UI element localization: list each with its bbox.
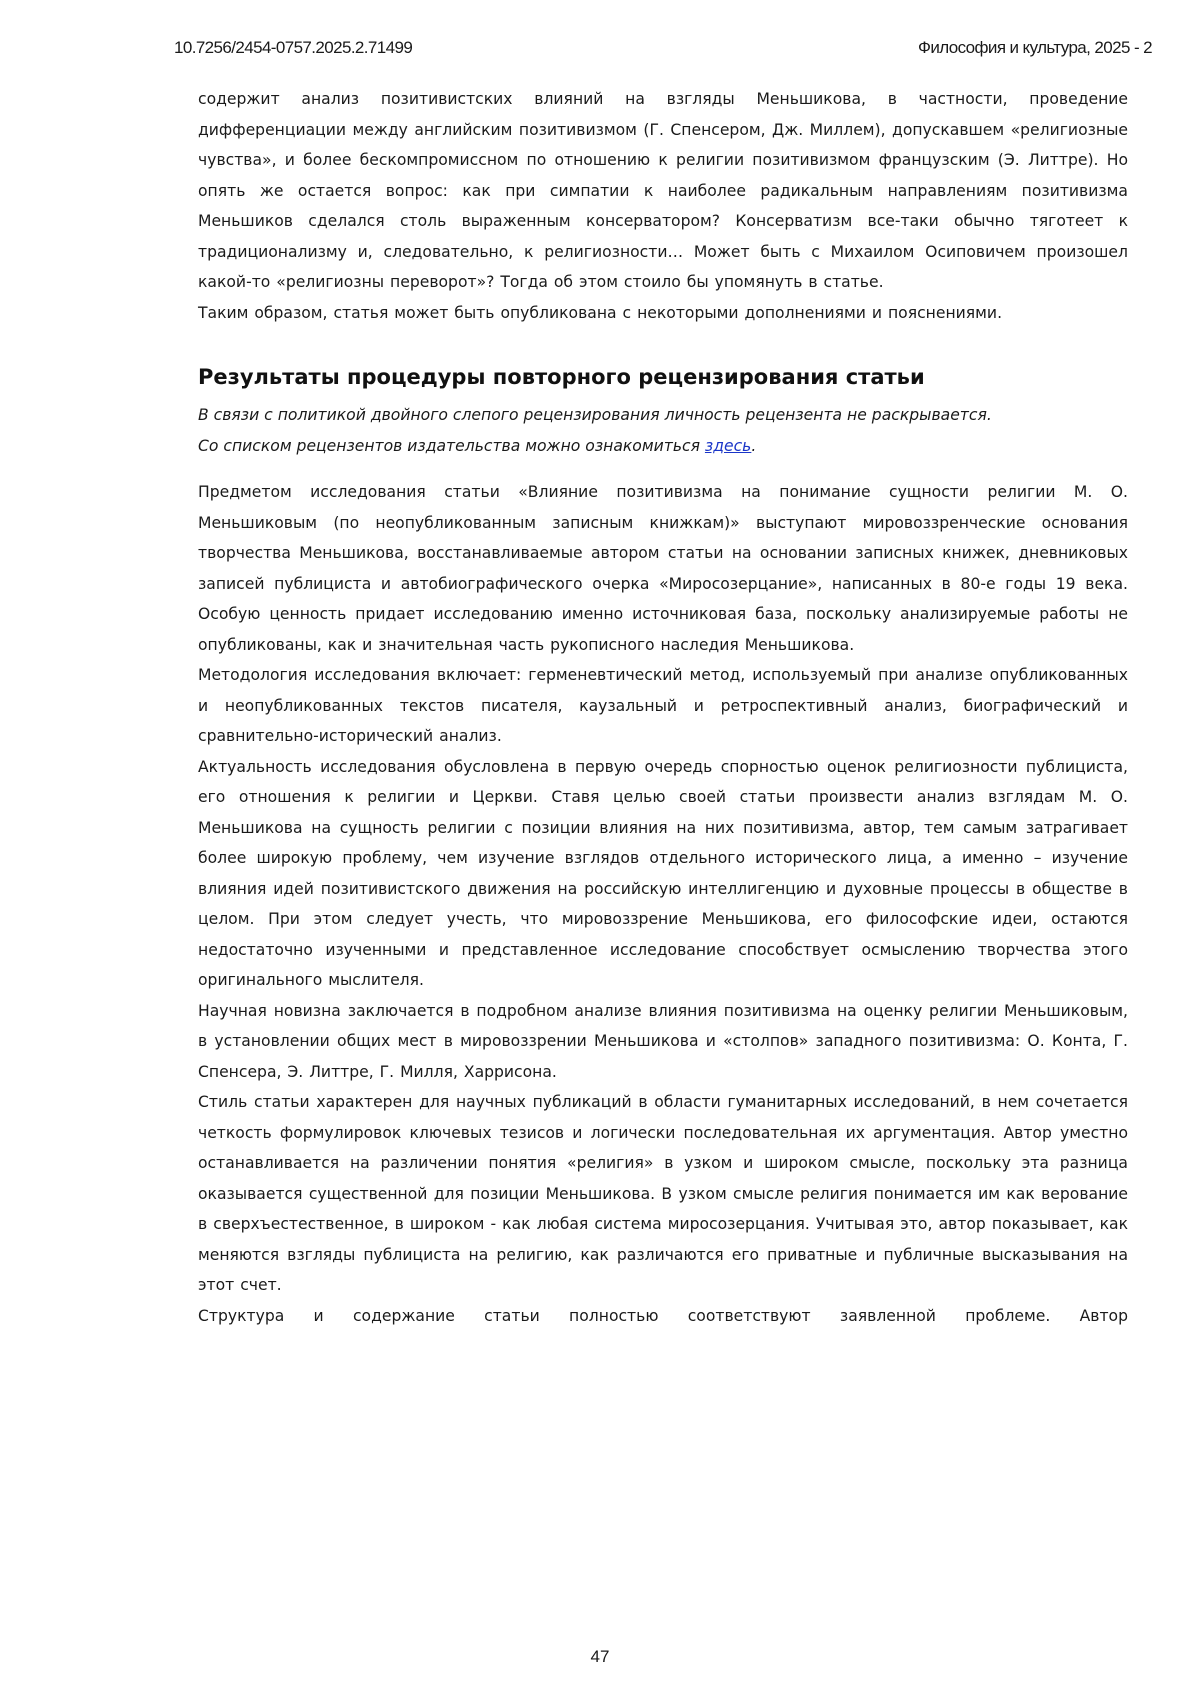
review-paragraph: Методология исследования включает: герменевтический метод, используемый при анализе опубликованных и неопубликованных текстов писателя, каузальный и ретроспективный анализ, биографический и сравнительно-исторический анализ.	[198, 660, 1128, 752]
intro-paragraph: содержит анализ позитивистских влияний на взгляды Меньшикова, в частности, проведение дифференциации между английским позитивизмом (Г. Спенсером, Дж. Миллем), допускавшем «религиозные чувства», и более бескомпромиссном по отношению к религии позитивизмом французским (Э. Литтре). Но опять же остается вопрос: как при симпатии к наиболее радикальным направлениям позитивизма Меньшиков сделался столь выраженным консерватором? Консерватизм все-таки обычно тяготеет к традиционализму и, следовательно, к религиозности… Может быть с Михаилом Осиповичем произошел какой-то «религиозны переворот»? Тогда об этом стоило бы упомянуть в статье.	[198, 84, 1128, 298]
review-paragraph: Стиль статьи характерен для научных публикаций в области гуманитарных исследований, в нем сочетается четкость формулировок ключевых тезисов и логически последовательная их аргументация. Автор уместно останавливается на различении понятия «религия» в узком и широком смысле, поскольку эта разница оказывается существенной для позиции Меньшикова. В узком смысле религия понимается им как верование в сверхъестественное, в широком - как любая система миросозерцания. Учитывая это, автор показывает, как меняются взгляды публициста на религию, как различаются его приватные и публичные высказывания на этот счет.	[198, 1087, 1128, 1301]
review-note-anonymity: В связи с политикой двойного слепого рецензирования личность рецензента не раскрывается.	[198, 400, 1128, 431]
review-paragraph: Научная новизна заключается в подробном анализе влияния позитивизма на оценку религии Меньшиковым, в установлении общих мест в мировоззрении Меньшикова и «столпов» западного позитивизма: О. Конта, Г. Спенсера, Э. Литтре, Г. Милля, Харрисона.	[198, 996, 1128, 1088]
review-paragraph: Предметом исследования статьи «Влияние позитивизма на понимание сущности религии М. О. Меньшиковым (по неопубликованным записным книжкам)» выступают мировоззренческие основания творчества Меньшикова, восстанавливаемые автором статьи на основании записных книжек, дневниковых записей публициста и автобиографического очерка «Миросозерцание», написанных в 80-е годы 19 века. Особую ценность придает исследованию именно источниковая база, поскольку анализируемые работы не опубликованы, как и значительная часть рукописного наследия Меньшикова.	[198, 477, 1128, 660]
review-note-prefix: Со списком рецензентов издательства можно ознакомиться	[198, 437, 705, 455]
review-paragraph: Актуальность исследования обусловлена в первую очередь спорностью оценок религиозности публициста, его отношения к религии и Церкви. Ставя целью своей статьи произвести анализ взглядам М. О. Меньшикова на сущность религии с позиции влияния на них позитивизма, автор, тем самым затрагивает более широкую проблему, чем изучение взглядов отдельного исторического лица, а именно – изучение влияния идей позитивистского движения на российскую интеллигенцию и духовные процессы в обществе в целом. При этом следует учесть, что мировоззрение Меньшикова, его философские идеи, остаются недостаточно изученными и представленное исследование способствует осмыслению творчества этого оригинального мыслителя.	[198, 752, 1128, 996]
review-paragraph: Структура и содержание статьи полностью соответствуют заявленной проблеме. Автор	[198, 1301, 1128, 1332]
reviewers-link[interactable]: здесь	[705, 437, 751, 455]
journal-issue: Философия и культура, 2025 - 2	[918, 38, 1152, 58]
review-note-suffix: .	[751, 437, 756, 455]
review-note	[198, 400, 1128, 461]
page-number: 47	[0, 1647, 1200, 1667]
section-title: Результаты процедуры повторного рецензирования статьи	[198, 360, 1128, 394]
spacer	[198, 461, 1128, 477]
intro-paragraph: Таким образом, статья может быть опубликована с некоторыми дополнениями и пояснениями.	[198, 298, 1128, 329]
review-note-list	[198, 431, 1128, 462]
running-header	[174, 36, 1152, 60]
article-doi: 10.7256/2454-0757.2025.2.71499	[174, 38, 412, 58]
page-body	[198, 84, 1128, 1331]
